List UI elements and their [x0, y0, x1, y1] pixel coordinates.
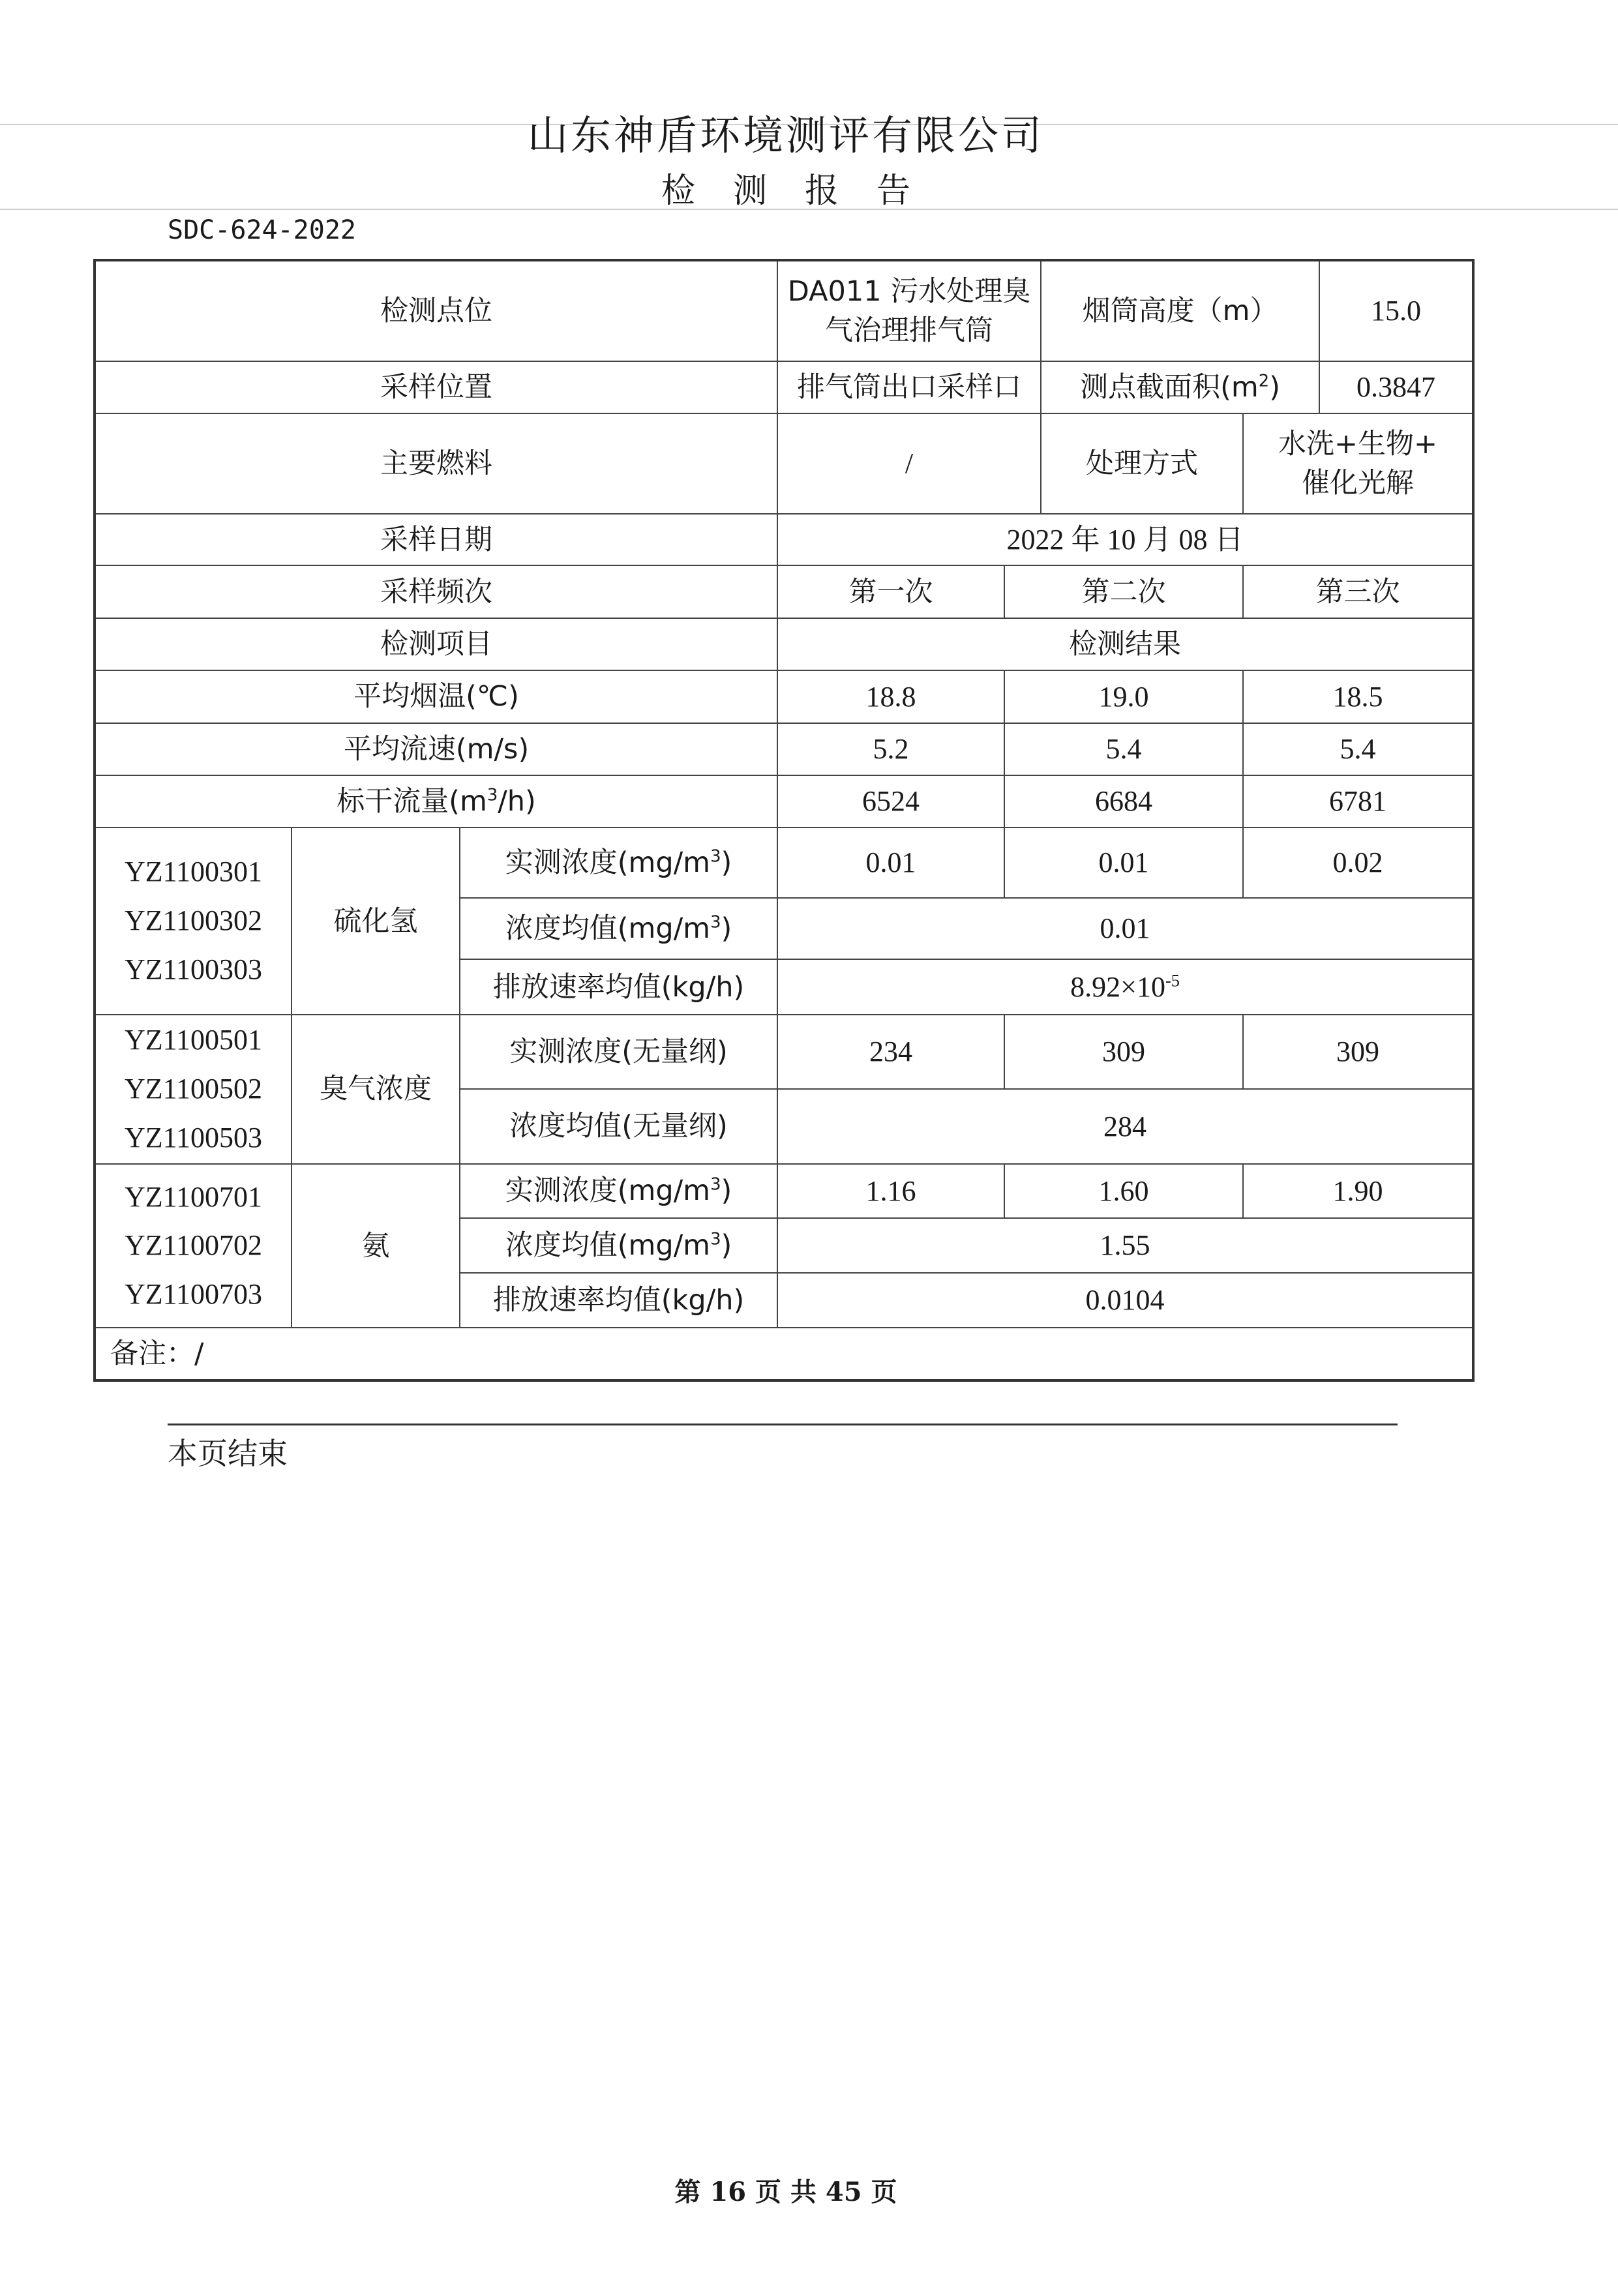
- point-value-line1: DA011 污水处理臭: [787, 275, 1031, 308]
- sample-code: YZ1100502: [124, 1073, 263, 1105]
- report-number: SDC-624-2022: [168, 215, 356, 245]
- h2s-item-name: 硫化氢: [292, 827, 460, 1014]
- row-sampling-frequency: [95, 565, 1473, 618]
- sample-code: YZ1100302: [124, 904, 263, 937]
- h2s-emission-rate: [777, 959, 1473, 1014]
- avg-conc-label: 浓度均值(无量纲): [460, 1089, 777, 1165]
- measured-label-end: ): [721, 1174, 732, 1208]
- measured-label-end: ): [721, 846, 732, 880]
- param-label-text: 标干流量(m: [337, 785, 487, 818]
- position-value: 排气筒出口采样口: [777, 361, 1041, 413]
- sample-code: YZ1100503: [124, 1121, 263, 1154]
- stack-height-label: 烟筒高度（m）: [1041, 260, 1319, 361]
- run-3-header: 第三次: [1243, 565, 1473, 618]
- odor-measured-run2: 309: [1004, 1015, 1243, 1089]
- measured-conc-label: [460, 827, 777, 898]
- row-main-fuel: [95, 413, 1473, 514]
- treatment-value-line2: 催化光解: [1302, 467, 1415, 500]
- page-number: 第 16 页 共 45 页: [674, 2177, 897, 2207]
- measured-label-text: 实测浓度(mg/m: [505, 846, 711, 880]
- run-2-header: 第二次: [1004, 565, 1243, 618]
- row-flue-temperature: [95, 670, 1473, 723]
- odor-measured-run1: 234: [777, 1015, 1004, 1089]
- row-sampling-position: [95, 361, 1473, 413]
- unit-exponent: 3: [710, 1174, 721, 1195]
- avg-label-text: 浓度均值(mg/m: [505, 912, 711, 946]
- measured-conc-label: 实测浓度(无量纲): [460, 1015, 777, 1089]
- sample-code: YZ1100701: [124, 1180, 263, 1213]
- end-divider: [168, 1424, 1398, 1425]
- row-nh3-measured: [95, 1164, 1473, 1217]
- area-label-text: 测点截面积(m: [1080, 370, 1259, 404]
- emission-rate-label: 排放速率均值(kg/h): [460, 1273, 777, 1328]
- point-label: 检测点位: [95, 260, 777, 361]
- row-item-header: [95, 618, 1473, 670]
- param-value: 5.2: [777, 723, 1004, 775]
- nh3-average-value: 1.55: [777, 1218, 1473, 1273]
- rate-base: 8.92×10: [1070, 970, 1165, 1003]
- avg-conc-label: [460, 898, 777, 959]
- remark: 备注：/: [95, 1328, 1473, 1380]
- nh3-emission-rate: 0.0104: [777, 1273, 1473, 1328]
- avg-label-end: ): [721, 912, 732, 946]
- h2s-measured-run2: 0.01: [1004, 827, 1243, 898]
- rate-exponent: -5: [1165, 970, 1180, 991]
- row-h2s-measured: [95, 827, 1473, 898]
- section-area-value: 0.3847: [1319, 361, 1473, 413]
- row-sampling-date: [95, 514, 1473, 565]
- treatment-label: 处理方式: [1041, 413, 1243, 514]
- sample-code: YZ1100703: [124, 1278, 263, 1311]
- param-value: 6781: [1243, 775, 1473, 827]
- document-title: 检测报告: [661, 171, 948, 211]
- param-value: 18.5: [1243, 670, 1473, 723]
- odor-item-name: 臭气浓度: [292, 1015, 460, 1164]
- run-1-header: 第一次: [777, 565, 1004, 618]
- avg-label-text: 浓度均值(mg/m: [505, 1229, 711, 1262]
- nh3-measured-run2: 1.60: [1004, 1164, 1243, 1217]
- row-remark: [95, 1328, 1473, 1380]
- param-label: 平均流速(m/s): [95, 723, 777, 775]
- param-value: 6684: [1004, 775, 1243, 827]
- sample-code: YZ1100303: [124, 953, 263, 986]
- fuel-label: 主要燃料: [95, 413, 777, 514]
- test-results-table: [93, 259, 1475, 1382]
- param-unit-exponent: 3: [487, 785, 498, 805]
- param-label: [95, 775, 777, 827]
- measured-conc-label: [460, 1164, 777, 1217]
- treatment-value-line1: 水洗+生物+: [1278, 427, 1438, 460]
- avg-label-end: ): [721, 1229, 732, 1262]
- frequency-label: 采样频次: [95, 565, 777, 618]
- date-label: 采样日期: [95, 514, 777, 565]
- nh3-sample-codes: [95, 1164, 292, 1328]
- row-odor-measured: [95, 1015, 1473, 1089]
- h2s-measured-run1: 0.01: [777, 827, 1004, 898]
- odor-sample-codes: [95, 1015, 292, 1164]
- odor-measured-run3: 309: [1243, 1015, 1473, 1089]
- row-flow-velocity: [95, 723, 1473, 775]
- area-unit-exponent: 2: [1258, 371, 1270, 391]
- section-area-label: [1041, 361, 1319, 413]
- h2s-measured-run3: 0.02: [1243, 827, 1473, 898]
- h2s-sample-codes: [95, 827, 292, 1014]
- company-name: 山东神盾环境测评有限公司: [527, 112, 1044, 159]
- area-label-end: ): [1269, 370, 1280, 404]
- position-label: 采样位置: [95, 361, 777, 413]
- param-label-end: /h): [498, 785, 536, 818]
- item-header: 检测项目: [95, 618, 777, 670]
- odor-average-value: 284: [777, 1089, 1473, 1165]
- unit-exponent: 3: [710, 846, 721, 867]
- point-value: [777, 260, 1041, 361]
- emission-rate-label: 排放速率均值(kg/h): [460, 959, 777, 1014]
- param-value: 5.4: [1243, 723, 1473, 775]
- measured-label-text: 实测浓度(mg/m: [505, 1174, 711, 1208]
- page-end-note: 本页结束: [168, 1436, 288, 1471]
- h2s-average-value: 0.01: [777, 898, 1473, 959]
- fuel-value: /: [777, 413, 1041, 514]
- param-value: 5.4: [1004, 723, 1243, 775]
- result-header: 检测结果: [777, 618, 1473, 670]
- param-value: 18.8: [777, 670, 1004, 723]
- point-value-line2: 气治理排气筒: [825, 314, 994, 347]
- row-monitoring-point: [95, 260, 1473, 361]
- sample-code: YZ1100702: [124, 1229, 263, 1262]
- param-label: 平均烟温(℃): [95, 670, 777, 723]
- param-value: 6524: [777, 775, 1004, 827]
- nh3-item-name: 氨: [292, 1164, 460, 1328]
- unit-exponent: 3: [710, 1229, 721, 1249]
- param-value: 19.0: [1004, 670, 1243, 723]
- sample-code: YZ1100301: [124, 856, 263, 888]
- avg-conc-label: [460, 1218, 777, 1273]
- date-value: 2022 年 10 月 08 日: [777, 514, 1473, 565]
- treatment-value: [1243, 413, 1473, 514]
- nh3-measured-run1: 1.16: [777, 1164, 1004, 1217]
- stack-height-value: 15.0: [1319, 260, 1473, 361]
- row-dry-flow: [95, 775, 1473, 827]
- sample-code: YZ1100501: [124, 1024, 263, 1056]
- unit-exponent: 3: [710, 912, 721, 932]
- nh3-measured-run3: 1.90: [1243, 1164, 1473, 1217]
